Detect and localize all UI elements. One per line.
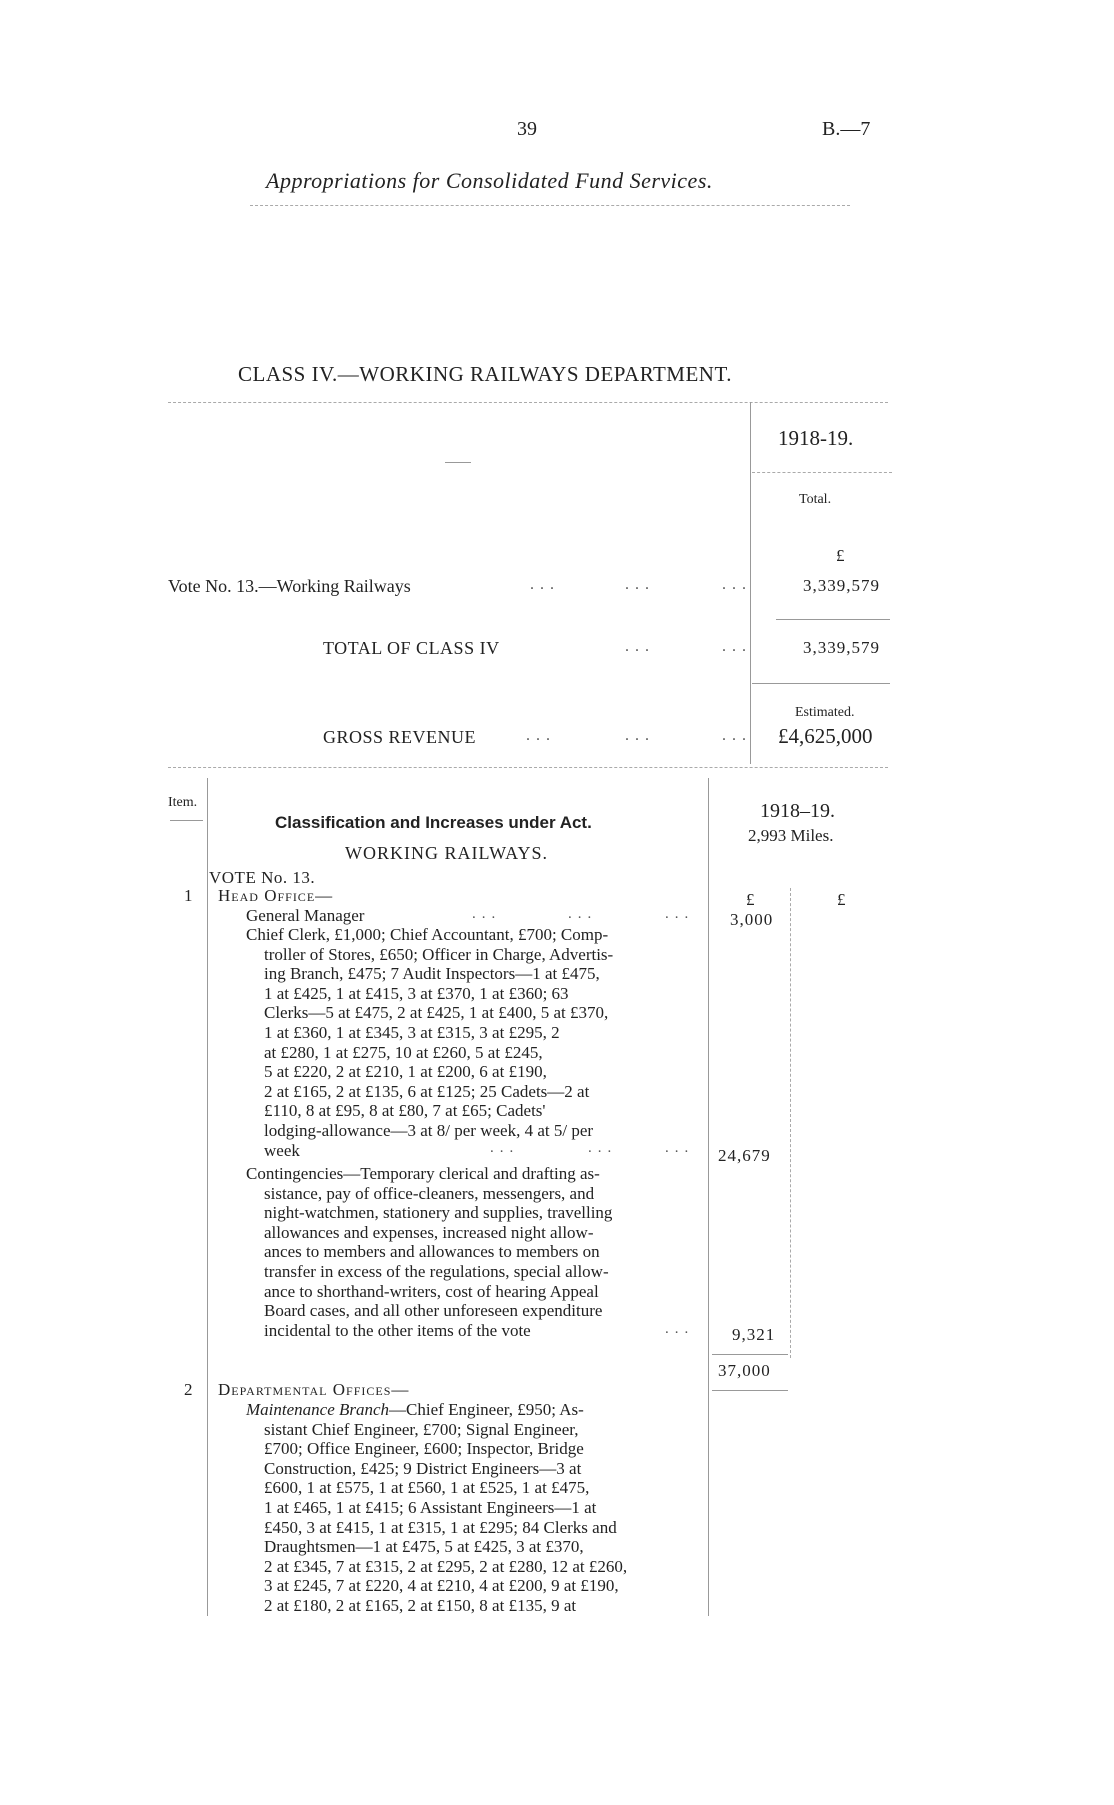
chief-clerk-line: Chief Clerk, £1,000; Chief Accountant, £700; Comp-: [246, 925, 609, 944]
gross-leader-3: ...: [722, 727, 752, 744]
item-title: Departmental Offices—: [218, 1380, 410, 1399]
vote-no-label: VOTE No. 13.: [209, 868, 316, 887]
vote-leader-2: ...: [625, 576, 655, 593]
summary-total-label: Total.: [799, 492, 832, 507]
gross-leader-2: ...: [625, 727, 655, 744]
general-manager-amount: 3,000: [730, 910, 774, 929]
classification-column-divider: [708, 778, 709, 1616]
chief-clerk-line: Clerks—5 at £475, 2 at £425, 1 at £400, 5 at £370,: [264, 1003, 609, 1023]
maintenance-branch-line: £600, 1 at £575, 1 at £560, 1 at £525, 1 at £475,: [264, 1478, 590, 1498]
item-header-rule: [170, 820, 203, 821]
summary-pound-sign: £: [836, 546, 845, 565]
item-column-divider: [207, 778, 208, 1616]
classification-header: Classification and Increases under Act.: [275, 813, 592, 832]
item-title: Head Office—: [218, 886, 334, 905]
contingencies-amount: 9,321: [732, 1325, 776, 1344]
general-manager-leader-1: ...: [472, 906, 502, 922]
chief-clerk-block: [246, 925, 700, 1160]
document-ref: B.—7: [822, 118, 871, 140]
branch-line-first: —Chief Engineer, £950; As-: [389, 1400, 584, 1419]
page-number: 39: [517, 118, 537, 140]
item-number: 1: [184, 886, 193, 905]
chief-clerk-line: £110, 8 at £95, 8 at £80, 7 at £65; Cadets': [264, 1101, 546, 1121]
contingencies-line: night-watchmen, stationery and supplies, travelling: [264, 1203, 613, 1223]
maintenance-branch-line: Construction, £425; 9 District Engineers—3 at: [264, 1458, 582, 1478]
page-subtitle: Appropriations for Consolidated Fund Services.: [266, 168, 713, 193]
detail-miles: 2,993 Miles.: [748, 826, 834, 845]
maintenance-branch-line: Draughtsmen—1 at £475, 5 at £425, 3 at £370,: [264, 1537, 584, 1557]
chief-clerk-leader-1: ...: [490, 1140, 520, 1156]
vote-amount: 3,339,579: [803, 576, 880, 595]
maintenance-branch-line: sistant Chief Engineer, £700; Signal Engineer,: [264, 1419, 579, 1439]
vote-leader-1: ...: [530, 576, 560, 593]
chief-clerk-leader-2: ...: [588, 1140, 618, 1156]
chief-clerk-line: troller of Stores, £650; Officer in Charge, Advertis-: [264, 944, 614, 964]
chief-clerk-line: 1 at £360, 1 at £345, 3 at £315, 3 at £295, 2: [264, 1022, 560, 1042]
general-manager-label: General Manager: [246, 906, 365, 925]
contingencies-line: Contingencies—Temporary clerical and drafting as-: [246, 1164, 600, 1183]
maintenance-branch-line: [246, 1400, 700, 1420]
contingencies-line: transfer in excess of the regulations, special allow-: [264, 1261, 609, 1281]
contingencies-line: sistance, pay of office-cleaners, messengers, and: [264, 1183, 595, 1203]
maintenance-branch-line: 2 at £345, 7 at £315, 2 at £295, 2 at £280, 12 at £260,: [264, 1556, 628, 1576]
chief-clerk-amount: 24,679: [718, 1146, 771, 1165]
chief-clerk-line: lodging-allowance—3 at 8/ per week, 4 at 5/ per: [264, 1120, 594, 1140]
gross-leader-1: ...: [526, 727, 556, 744]
total-class-leader-2: ...: [722, 638, 752, 655]
vote-label: Vote No. 13.—Working Railways: [168, 576, 411, 596]
item-number: 2: [184, 1380, 193, 1399]
chief-clerk-line: 5 at £220, 2 at £210, 1 at £200, 6 at £190,: [264, 1062, 547, 1082]
pound-sign-col2: £: [837, 890, 846, 909]
item-header: Item.: [168, 795, 198, 810]
chief-clerk-line: ing Branch, £475; 7 Audit Inspectors—1 at £475,: [264, 964, 600, 984]
chief-clerk-line: 1 at £425, 1 at £415, 3 at £370, 1 at £360; 63: [264, 983, 569, 1003]
total-class-label: TOTAL OF CLASS IV: [323, 638, 500, 658]
branch-name: Maintenance Branch: [246, 1400, 390, 1419]
general-manager-leader-3: ...: [665, 906, 695, 922]
maintenance-branch-line: 1 at £465, 1 at £415; 6 Assistant Engineers—1 at: [264, 1497, 597, 1517]
estimated-label: Estimated.: [795, 705, 855, 720]
total-class-leader-1: ...: [625, 638, 655, 655]
chief-clerk-line: week: [264, 1140, 300, 1160]
section-title: WORKING RAILWAYS.: [345, 843, 548, 863]
class-title-rule: [168, 402, 888, 403]
gross-revenue-label: GROSS REVENUE: [323, 727, 477, 747]
contingencies-rule: [712, 1354, 788, 1355]
summary-year: 1918-19.: [778, 426, 854, 450]
contingencies-line: allowances and expenses, increased night allow-: [264, 1222, 594, 1242]
total-class-rule: [752, 683, 890, 684]
class-title: CLASS IV.—WORKING RAILWAYS DEPARTMENT.: [238, 362, 732, 386]
maintenance-branch-block: [246, 1400, 700, 1616]
maintenance-branch-line: £450, 3 at £415, 1 at £315, 1 at £295; 84 Clerks and: [264, 1517, 617, 1537]
summary-year-rule: [752, 472, 892, 473]
chief-clerk-line: 2 at £165, 2 at £135, 6 at £125; 25 Cadets—2 at: [264, 1081, 590, 1101]
contingencies-line: Board cases, and all other unforeseen expenditure: [264, 1301, 603, 1321]
contingencies-line: ances to members and allowances to members on: [264, 1242, 600, 1262]
summary-bottom-rule: [168, 767, 888, 768]
pound-sign-col1: £: [746, 890, 755, 909]
contingencies-line: ance to shorthand-writers, cost of hearing Appeal: [264, 1281, 599, 1301]
general-manager-leader-2: ...: [568, 906, 598, 922]
contingencies-line: incidental to the other items of the vote: [264, 1320, 531, 1340]
vote-amount-rule: [776, 619, 890, 620]
maintenance-branch-line: 3 at £245, 7 at £220, 4 at £210, 4 at £200, 9 at £190,: [264, 1576, 619, 1596]
total-class-amount: 3,339,579: [803, 638, 880, 657]
summary-short-dash: [445, 462, 471, 463]
amount-column-divider: [790, 888, 791, 1358]
gross-revenue-amount: £4,625,000: [778, 724, 873, 748]
chief-clerk-leader-3: ...: [665, 1140, 695, 1156]
subtotal-rule: [712, 1390, 788, 1391]
header-rule: [250, 205, 850, 206]
vote-leader-3: ...: [722, 576, 752, 593]
contingencies-leader: ...: [665, 1321, 695, 1337]
item-subtotal: 37,000: [718, 1361, 771, 1380]
detail-year: 1918–19.: [760, 800, 835, 822]
chief-clerk-line: at £280, 1 at £275, 10 at £260, 5 at £245,: [264, 1042, 543, 1062]
contingencies-block: [246, 1164, 700, 1340]
maintenance-branch-line: 2 at £180, 2 at £165, 2 at £150, 8 at £135, 9 at: [264, 1595, 577, 1615]
maintenance-branch-line: £700; Office Engineer, £600; Inspector, Bridge: [264, 1439, 584, 1459]
